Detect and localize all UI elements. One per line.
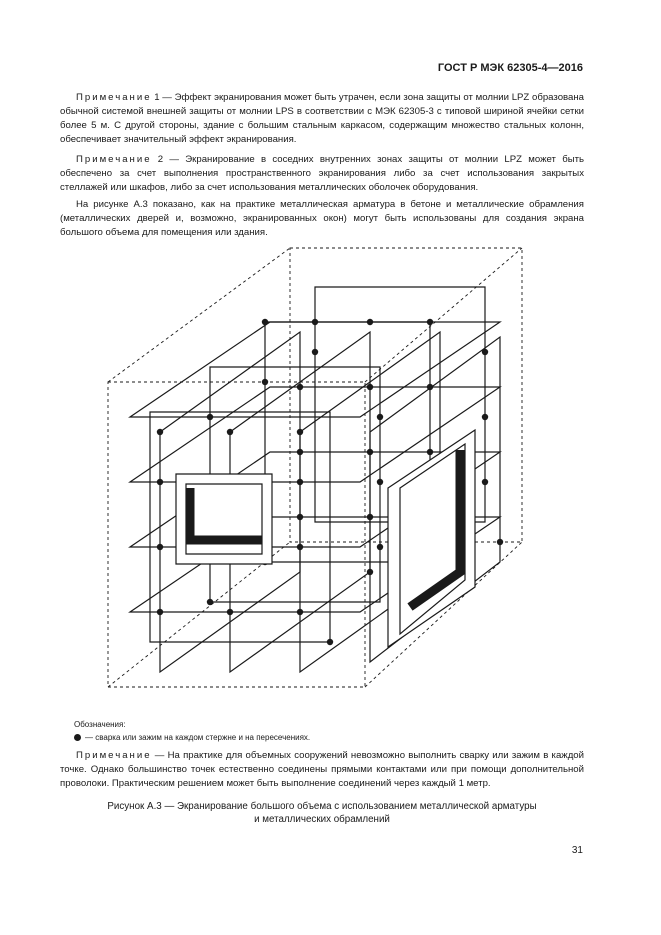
- legend-title: Обозначения:: [74, 720, 126, 729]
- note-3-label: Примечание: [76, 750, 152, 761]
- note-2: [60, 153, 584, 195]
- legend-item-text: — сварка или зажим на каждом стержне и на пересечениях.: [85, 733, 311, 742]
- note-1: [60, 91, 584, 147]
- page-number: 31: [571, 845, 583, 856]
- note-2-label: Примечание: [76, 154, 152, 165]
- note-2-text: 2 — Экранирование в соседних внутренних зонах защиты от молнии LPZ может быть обеспечено за счет выполнения пространственного экранирования либо за счет использования закрытых стеллажей или шкафов, либо за счет использования металлических оболочек оборудования.: [60, 154, 584, 193]
- caption-line-1: Рисунок А.3 — Экранирование большого объема с использованием металлической арматуры: [107, 801, 537, 812]
- note-1-text: 1 — Эффект экранирования может быть утрачен, если зона защиты от молнии LPZ образована обычной системой внешней защиты от молнии LPS в соответствии с МЭК 62305-3 с типовой шириной ячейки сетки более 5 м. С другой стороны, здание с большим стальным каркасом, содержащим множество стальных колонн, обеспечивает значительный эффект экранирования.: [60, 92, 584, 145]
- intro-paragraph: На рисунке А.3 показано, как на практике металлическая арматура в бетоне и металлические обрамления (металлических дверей и, возможно, экранированных окон) могут быть использованы для создания экрана большого объема для помещения или здания.: [60, 199, 584, 238]
- door-frame: [388, 430, 475, 647]
- window-frame: [176, 474, 272, 564]
- weld-dot-icon: [74, 734, 81, 741]
- figure-caption: [60, 800, 584, 826]
- note-3: [60, 749, 584, 791]
- note-1-label: Примечание: [76, 92, 152, 103]
- note-3-text: — На практике для объемных сооружений невозможно выполнить сварку или зажим в каждой точке. Однако большинство точек естественно соединены прямыми контактами или при помощи дополнительной проволоки. Практическим решением может быть выполнение соединений через каждый 1 метр.: [60, 750, 584, 789]
- caption-line-2: и металлических обрамлений: [254, 814, 390, 825]
- document-header: ГОСТ Р МЭК 62305-4—2016: [437, 62, 583, 74]
- shielding-diagram: [90, 242, 540, 712]
- legend-item: [74, 733, 310, 742]
